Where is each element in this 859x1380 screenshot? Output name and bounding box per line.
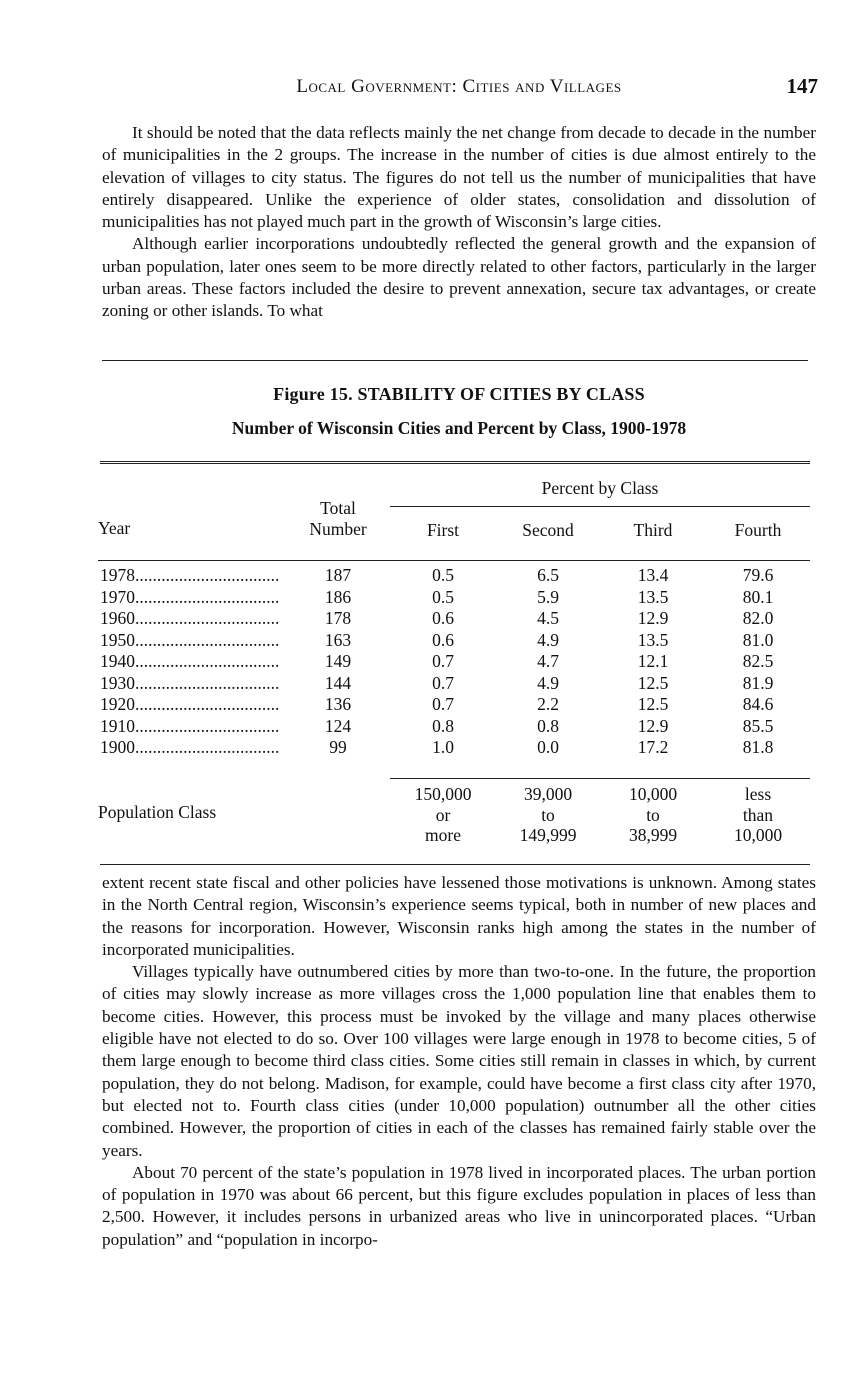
total-cell: 124	[324, 715, 352, 736]
table-row	[98, 694, 810, 716]
figure-subtitle: Number of Wisconsin Cities and Percent by Class, 1900-1978	[231, 418, 687, 438]
paragraph: Although earlier incorporations undoubtedly reflected the general growth and the expansion of urban population, later ones seem to be more directly related to other factors, particularly in the larger urban areas. These factors included the desire to prevent annexation, secure tax advantages, or create zoning or other islands. To what	[102, 234, 816, 321]
first-cell: 0.6	[432, 629, 454, 650]
year-cell: 1950.................................	[100, 629, 280, 650]
third-cell: 13.5	[637, 629, 669, 650]
third-cell: 17.2	[637, 737, 669, 757]
population-class-rule	[390, 778, 810, 779]
second-cell: 4.9	[537, 629, 559, 650]
first-cell: 0.7	[432, 651, 454, 671]
header-percent-by-class: Percent by Class	[541, 478, 659, 498]
table-row	[98, 673, 810, 695]
year-cell: 1930.................................	[100, 672, 280, 693]
second-cell: 0.0	[537, 737, 559, 757]
third-cell: 13.5	[637, 586, 669, 607]
header-number: Number	[309, 519, 367, 539]
running-head	[100, 76, 818, 104]
figure-title: Figure 15. STABILITY OF CITIES BY CLASS	[273, 384, 645, 404]
table-row	[98, 565, 810, 587]
table-row	[98, 587, 810, 609]
second-cell: 0.8	[537, 715, 559, 736]
paragraph: Villages typically have outnumbered cities by more than two-to-one. In the future, the proportion of cities may slowly increase as more villages cross the 1,000 population line that enables them to become cities. However, this process must be invoked by the village and many places otherwise eligible have not elected to do so. Over 100 villages were large enough in 1978 to become cities, 5 of them large enough to become third class cities. Some cities still remain in classes in which, by current population, they do not belong. Madison, for example, could have become a first class city after 1970, but elected not to. Fourth class cities (under 10,000 population) outnumber all the other cities combined. However, the proportion of cities in each of the classes has remained fairly stable over the years.	[102, 962, 816, 1160]
fourth-cell: 80.1	[742, 586, 774, 607]
second-cell: 4.7	[537, 651, 559, 671]
divider-rule	[102, 360, 808, 361]
second-cell: 4.5	[537, 608, 559, 628]
year-cell: 1900.................................	[100, 737, 280, 757]
total-cell: 178	[324, 608, 352, 628]
total-cell: 99	[329, 737, 347, 757]
year-cell: 1970.................................	[100, 586, 280, 607]
third-cell: 12.5	[637, 672, 669, 693]
header-rule	[98, 560, 810, 561]
second-cell: 2.2	[537, 694, 559, 714]
year-cell: 1940.................................	[100, 651, 280, 671]
page-number: 147	[786, 74, 818, 98]
fourth-cell: 81.0	[742, 629, 774, 650]
paragraph: About 70 percent of the state’s population in 1978 lived in incorporated places. The urban portion of population in 1970 was about 66 percent, but this figure excludes population in places of less than 2,500. However, it includes persons in urbanized areas who live in unincorporated places. “Urban population” and “population in incorpo-	[102, 1162, 816, 1249]
third-cell: 12.1	[637, 651, 669, 671]
total-cell: 149	[324, 651, 352, 671]
total-cell: 163	[324, 629, 352, 650]
population-class-fourth: less than 10,000	[733, 784, 783, 845]
header-sub-rule	[390, 506, 810, 507]
first-cell: 0.7	[432, 672, 454, 693]
total-cell: 186	[324, 586, 352, 607]
population-class-second: 39,000 to 149,999	[519, 784, 577, 845]
header-third: Third	[633, 520, 673, 540]
second-cell: 6.5	[537, 565, 559, 585]
header-year: Year	[98, 518, 131, 538]
header-fourth: Fourth	[734, 520, 782, 540]
table-row	[98, 716, 810, 738]
second-cell: 4.9	[537, 672, 559, 693]
table-row	[98, 608, 810, 630]
table-row	[98, 651, 810, 673]
total-cell: 187	[324, 565, 352, 585]
table-row	[98, 630, 810, 652]
year-cell: 1978.................................	[100, 565, 280, 585]
population-class-third: 10,000 to 38,999	[628, 784, 678, 845]
header-second: Second	[522, 520, 574, 540]
fourth-cell: 82.5	[742, 651, 774, 671]
first-cell: 0.8	[432, 715, 454, 736]
header-first: First	[426, 520, 460, 540]
first-cell: 0.6	[432, 608, 454, 628]
third-cell: 12.9	[637, 608, 669, 628]
cities-by-class-table	[98, 466, 810, 866]
table-top-rule	[100, 461, 810, 464]
first-cell: 0.7	[432, 694, 454, 714]
total-cell: 144	[324, 672, 352, 693]
year-cell: 1960.................................	[100, 608, 280, 628]
total-cell: 136	[324, 694, 352, 714]
running-title: Local Government: Cities and Villages	[296, 76, 622, 97]
first-cell: 0.5	[432, 565, 454, 585]
table-bottom-rule	[100, 864, 810, 865]
first-cell: 0.5	[432, 586, 454, 607]
table-row	[98, 737, 810, 759]
bottom-text	[102, 872, 816, 1251]
top-text	[102, 122, 816, 323]
paragraph: It should be noted that the data reflects mainly the net change from decade to decade in the number of municipalities in the 2 groups. The increase in the number of cities is due almost entirely to the elevation of villages to city status. The figures do not tell us the number of municipalities that have entirely disappeared. Unlike the experience of older states, consolidation and dissolution of municipalities has not played much part in the growth of Wisconsin’s large cities.	[102, 123, 816, 232]
fourth-cell: 85.5	[742, 715, 774, 736]
third-cell: 12.5	[637, 694, 669, 714]
third-cell: 12.9	[637, 715, 669, 736]
fourth-cell: 81.8	[742, 737, 774, 757]
fourth-cell: 81.9	[742, 672, 774, 693]
year-cell: 1920.................................	[100, 694, 280, 714]
third-cell: 13.4	[637, 565, 669, 585]
population-class-first: 150,000 or more	[414, 784, 472, 845]
first-cell: 1.0	[432, 737, 454, 757]
fourth-cell: 82.0	[742, 608, 774, 628]
header-total: Total	[320, 498, 356, 518]
year-cell: 1910.................................	[100, 715, 280, 736]
population-class-label: Population Class	[98, 802, 217, 822]
fourth-cell: 79.6	[742, 565, 774, 585]
second-cell: 5.9	[537, 586, 559, 607]
fourth-cell: 84.6	[742, 694, 774, 714]
paragraph: extent recent state fiscal and other policies have lessened those motivations is unknown. Among states in the North Central region, Wisconsin’s experience seems typical, both in number of new places and the reasons for incorporation. However, Wisconsin ranks high among the states in the number of incorporated municipalities.	[102, 873, 816, 959]
